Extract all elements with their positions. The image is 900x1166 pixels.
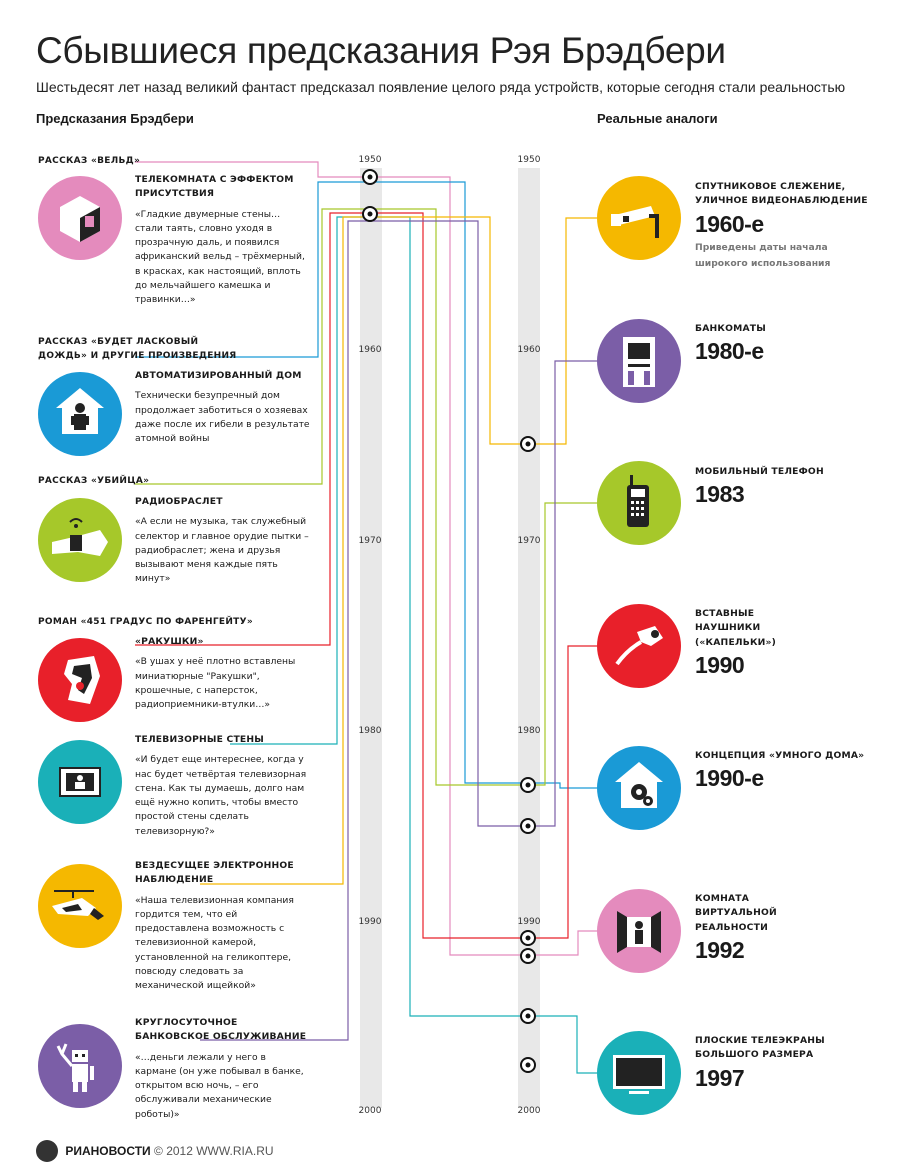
prediction-quote: «…деньги лежали у него в кармане (он уже побывал в банке, открытом всю ночь, – его обслуживали механические роботы)» xyxy=(135,1051,304,1120)
footer-copyright: © 2012 WWW.RIA.RU xyxy=(154,1144,274,1158)
page-subtitle: Шестьдесят лет назад великий фантаст предсказал появление целого ряда устройств, которые сегодня стали реальностью xyxy=(36,79,846,95)
axis-right-1970: 1970 xyxy=(517,536,541,546)
axis-right-1960: 1960 xyxy=(517,345,541,355)
event-marker-dot-1 xyxy=(368,175,373,180)
prediction-title: ВЕЗДЕСУЩЕЕ ЭЛЕКТРОННОЕ НАБЛЮДЕНИЕ xyxy=(135,860,294,886)
smart-house-icon xyxy=(597,746,681,830)
story-killer: РАССКАЗ «УБИЙЦА» xyxy=(38,476,150,486)
real-3 xyxy=(695,465,875,508)
real-title: КОМНАТА ВИРТУАЛЬНОЙ РЕАЛЬНОСТИ xyxy=(695,893,777,933)
cctv-camera-icon xyxy=(597,176,681,260)
prediction-3 xyxy=(135,495,310,587)
axis-right-1980: 1980 xyxy=(517,726,541,736)
real-7 xyxy=(695,1034,825,1092)
axis-left-2000: 2000 xyxy=(358,1106,382,1116)
prediction-title: «РАКУШКИ» xyxy=(135,636,204,647)
event-marker-dot-2 xyxy=(368,212,373,217)
real-year: 1983 xyxy=(695,481,745,508)
prediction-quote: «В ушах у неё плотно вставлены миниатюрные "Ракушки", крошечные, с наперсток, радиоприемники-втулки…» xyxy=(135,656,296,711)
event-marker-dot-7 xyxy=(526,954,531,959)
prediction-7 xyxy=(135,1016,310,1122)
prediction-title: АВТОМАТИЗИРОВАННЫЙ ДОМ xyxy=(135,370,302,381)
real-heading: Реальные аналоги xyxy=(597,111,718,126)
prediction-1 xyxy=(135,173,310,308)
axis-left-1970: 1970 xyxy=(358,536,382,546)
wrist-radio-icon xyxy=(38,498,122,582)
atm-icon xyxy=(597,319,681,403)
axis-left-1960: 1960 xyxy=(358,345,382,355)
footer-brand: РИАНОВОСТИ xyxy=(65,1144,151,1158)
prediction-5 xyxy=(135,733,310,839)
prediction-title: РАДИОБРАСЛЕТ xyxy=(135,496,223,507)
page-title: Сбывшиеся предсказания Рэя Брэдбери xyxy=(36,30,726,71)
real-year: 1990-е xyxy=(695,765,764,792)
real-5 xyxy=(695,749,885,792)
story-rain: РАССКАЗ «БУДЕТ ЛАСКОВЫЙ ДОЖДЬ» И ДРУГИЕ ПРОИЗВЕДЕНИЯ xyxy=(38,337,237,361)
prediction-title: ТЕЛЕВИЗОРНЫЕ СТЕНЫ xyxy=(135,734,264,745)
timeline-bar-left xyxy=(360,168,382,1108)
real-1 xyxy=(695,180,875,272)
footer xyxy=(36,1140,274,1162)
axis-left-1990: 1990 xyxy=(358,917,382,927)
story-veld: РАССКАЗ «ВЕЛЬД» xyxy=(38,156,141,166)
flat-tv-icon xyxy=(597,1031,681,1115)
real-title: ВСТАВНЫЕ НАУШНИКИ («КАПЕЛЬКИ») xyxy=(695,608,777,648)
axis-right-2000: 2000 xyxy=(517,1106,541,1116)
axis-right-1990: 1990 xyxy=(517,917,541,927)
real-2 xyxy=(695,322,875,365)
axis-right-1950: 1950 xyxy=(517,155,541,165)
real-title: КОНЦЕПЦИЯ «УМНОГО ДОМА» xyxy=(695,750,865,761)
story-f451: РОМАН «451 ГРАДУС ПО ФАРЕНГЕЙТУ» xyxy=(38,617,253,627)
event-marker-dot-4 xyxy=(526,783,531,788)
real-title: БАНКОМАТЫ xyxy=(695,323,766,334)
prediction-2 xyxy=(135,369,310,446)
real-title: СПУТНИКОВОЕ СЛЕЖЕНИЕ, УЛИЧНОЕ ВИДЕОНАБЛЮДЕНИЕ xyxy=(695,181,868,207)
vr-room-icon xyxy=(597,889,681,973)
event-marker-dot-5 xyxy=(526,824,531,829)
house-person-icon xyxy=(38,372,122,456)
tv-wall-icon xyxy=(38,740,122,824)
prediction-6 xyxy=(135,859,310,994)
real-title: ПЛОСКИЕ ТЕЛЕЭКРАНЫ БОЛЬШОГО РАЗМЕРА xyxy=(695,1035,825,1061)
event-marker-dot-3 xyxy=(526,442,531,447)
ria-logo-icon xyxy=(36,1140,58,1162)
helicopter-camera-icon xyxy=(38,864,122,948)
prediction-title: КРУГЛОСУТОЧНОЕ БАНКОВСКОЕ ОБСЛУЖИВАНИЕ xyxy=(135,1017,307,1043)
real-year: 1990 xyxy=(695,651,745,678)
axis-left-1950: 1950 xyxy=(358,155,382,165)
axis-left-1980: 1980 xyxy=(358,726,382,736)
robot-icon xyxy=(38,1024,122,1108)
prediction-title: ТЕЛЕКОМНАТА С ЭФФЕКТОМ ПРИСУТСТВИЯ xyxy=(135,174,294,200)
ear-shell-icon xyxy=(38,638,122,722)
real-year: 1980-е xyxy=(695,338,764,365)
real-6 xyxy=(695,892,825,964)
prediction-quote: «Гладкие двумерные стены… стали таять, словно уходя в прозрачную даль, и появился африканский вельд – трёхмерный, в красках, как настоящий, вплоть до мельчайшего камешка и травинки…» xyxy=(135,208,305,306)
prediction-4 xyxy=(135,635,310,712)
real-4 xyxy=(695,607,815,679)
real-year: 1992 xyxy=(695,936,745,963)
real-title: МОБИЛЬНЫЙ ТЕЛЕФОН xyxy=(695,466,824,477)
real-year: 1997 xyxy=(695,1064,745,1091)
event-marker-dot-8 xyxy=(526,1014,531,1019)
predictions-heading: Предсказания Брэдбери xyxy=(36,111,194,126)
earphone-icon xyxy=(597,604,681,688)
event-marker-dot-9 xyxy=(526,1063,531,1068)
cube-icon xyxy=(38,176,122,260)
mobile-phone-icon xyxy=(597,461,681,545)
prediction-quote: Технически безупречный дом продолжает заботиться о хозяевах даже после их гибели в результате атомной войны xyxy=(135,390,310,445)
prediction-quote: «Наша телевизионная компания гордится тем, что ей предоставлена возможность с телевизионной камерой, установленной на геликоптере, повсюду следовать за механической ищейкой» xyxy=(135,894,294,992)
real-year: 1960-е xyxy=(695,210,764,237)
prediction-quote: «И будет еще интереснее, когда у нас будет четвёртая телевизорная стена. Как ты думаешь, долго нам ещё нужно копить, чтобы вместо простой стены сделать телевизорную?» xyxy=(135,754,307,837)
prediction-quote: «А если не музыка, так служебный селектор и главное орудие пытки – радиобраслет; жена и друзья вызывают меня каждые пять минут» xyxy=(135,516,309,585)
real-note: Приведены даты начала широкого использования xyxy=(695,241,831,269)
timeline-bar-right xyxy=(518,168,540,1108)
event-marker-dot-6 xyxy=(526,936,531,941)
